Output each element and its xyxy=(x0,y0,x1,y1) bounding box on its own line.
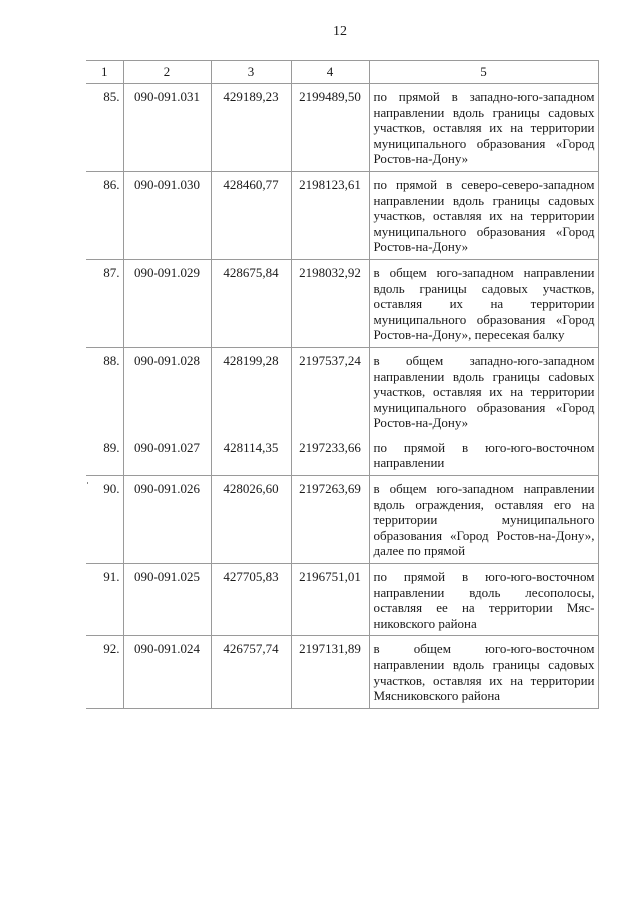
coord-x: 428026,60 xyxy=(211,476,291,564)
boundary-description: в общем западно-юго-западном направлении вдоль границы саdовых участков, оставляя их на территории муниципального образования «Город Ростов-на-Дону» xyxy=(369,347,598,434)
boundary-description: в общем юго-юго-восточном направлении вдоль границы садовых участков, оставляя их на территории Мясниковского района xyxy=(369,636,598,708)
table-row xyxy=(86,564,598,636)
coord-x: 429189,23 xyxy=(211,84,291,172)
coord-y: 2199489,50 xyxy=(291,84,369,172)
coord-x: 428675,84 xyxy=(211,259,291,347)
point-id: 090-091.031 xyxy=(123,84,211,172)
boundary-points-table xyxy=(86,60,599,709)
coord-y: 2197263,69 xyxy=(291,476,369,564)
table-row xyxy=(86,476,598,564)
boundary-description: по прямой в западно-юго-западном направлении вдоль границы садовых участков, оставляя их на территории муниципального образования «Город Ростов-на-Дону» xyxy=(369,84,598,172)
point-id: 090-091.030 xyxy=(123,171,211,259)
coord-x: 427705,83 xyxy=(211,564,291,636)
row-index: 85. xyxy=(86,84,123,172)
point-id: 090-091.027 xyxy=(123,435,211,476)
coord-x: 428460,77 xyxy=(211,171,291,259)
table-row xyxy=(86,636,598,708)
boundary-description: в общем юго-западном направлении вдоль границы садовых участков, оставляя их на территории муниципального образования «Город Ростов-на-Дону», пересекая балку xyxy=(369,259,598,347)
point-id: 090-091.024 xyxy=(123,636,211,708)
column-header-2: 2 xyxy=(123,61,211,84)
coord-x: 428114,35 xyxy=(211,435,291,476)
row-index: 88. xyxy=(86,347,123,434)
row-index: 89. xyxy=(86,435,123,476)
coord-y: 2196751,01 xyxy=(291,564,369,636)
boundary-description: по прямой в юго-юго-восточном направлении xyxy=(369,435,598,476)
column-header-4: 4 xyxy=(291,61,369,84)
table-row xyxy=(86,435,598,476)
coord-y: 2197131,89 xyxy=(291,636,369,708)
table-header-row xyxy=(86,61,598,84)
table-row xyxy=(86,171,598,259)
coord-y: 2198032,92 xyxy=(291,259,369,347)
row-index: 92. xyxy=(86,636,123,708)
coord-y: 2197537,24 xyxy=(291,347,369,434)
table-row xyxy=(86,347,598,434)
row-index: 90. xyxy=(86,476,123,564)
column-header-1: 1 xyxy=(86,61,123,84)
coord-y: 2197233,66 xyxy=(291,435,369,476)
table-row xyxy=(86,84,598,172)
column-header-5: 5 xyxy=(369,61,598,84)
row-index: 91. xyxy=(86,564,123,636)
boundary-description: по прямой в юго-юго-восточном направлении вдоль лесополосы, оставляя ее на территории Мясниковского района xyxy=(369,564,598,636)
coord-y: 2198123,61 xyxy=(291,171,369,259)
coord-x: 426757,74 xyxy=(211,636,291,708)
point-id: 090-091.026 xyxy=(123,476,211,564)
point-id: 090-091.025 xyxy=(123,564,211,636)
point-id: 090-091.029 xyxy=(123,259,211,347)
boundary-description: по прямой в северо-северо-западном направлении вдоль границы садовых участков, оставляя их на территории муниципального образования «Город Ростов-на-Дону» xyxy=(369,171,598,259)
page-number: 12 xyxy=(333,24,347,39)
table-row xyxy=(86,259,598,347)
coord-x: 428199,28 xyxy=(211,347,291,434)
row-index: 86. xyxy=(86,171,123,259)
row-index: 87. xyxy=(86,259,123,347)
boundary-description: в общем юго-западном направлении вдоль ограждения, оставляя его на территории муниципального образования «Город Ростов-на-Дону», далее по прямой xyxy=(369,476,598,564)
point-id: 090-091.028 xyxy=(123,347,211,434)
column-header-3: 3 xyxy=(211,61,291,84)
